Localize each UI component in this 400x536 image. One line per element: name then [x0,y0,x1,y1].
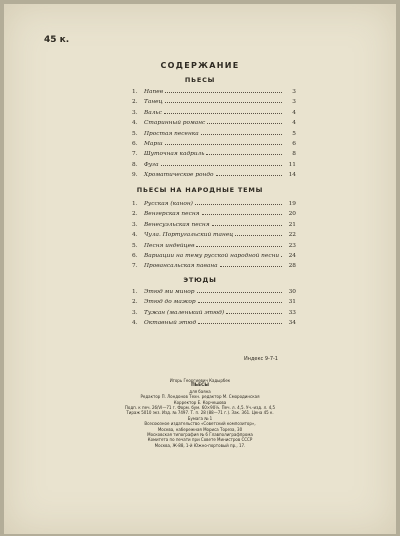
toc-entry-page: 11 [288,161,296,168]
colophon-line: Комитета по печати при Совете Министров СССР [147,437,253,443]
toc-entry-page: 6 [292,140,296,147]
toc-entry-title: Чула. Португальский танец [144,232,234,239]
section-title-folk-themes: ПЬЕСЫ НА НАРОДНЫЕ ТЕМЫ [136,186,264,194]
toc-entry-page: 22 [288,232,296,239]
toc-entry [132,262,296,272]
toc-leader-dots [206,150,282,155]
colophon-line: Корректор Е. Корчешова [173,399,227,405]
toc-entry-title: Фуга [144,161,159,168]
toc-entry-title: Венгерская песня [144,211,200,218]
toc-entry-title: Этюд ми минор [144,289,195,295]
toc-entry [132,109,296,119]
toc-entry [132,140,296,150]
toc-entry [132,231,296,241]
toc-entry-page: 20 [288,211,296,218]
toc-entry-number: 3. [132,221,138,228]
toc-entry-page: 5 [292,130,296,137]
toc-entry-number: 2. [132,299,138,306]
colophon-line: Тираж 5010 экз. Изд. № 7497. Т. п. 28 (88—71 г.). Зак. 361. Цена 45 к. [126,410,274,416]
toc-entry-title: Октавный этюд [144,320,197,327]
toc-entry [132,98,296,108]
toc-entry-number: 3. [132,109,138,116]
toc-entry-number: 9. [132,172,138,179]
toc-leader-dots [198,298,282,303]
toc-entry [132,309,296,319]
toc-entry-title: Танец [144,99,163,106]
toc-entry-title: Песня индейцев [144,242,195,249]
contents-title: СОДЕРЖАНИЕ [160,61,240,70]
colophon-line: Москва, Ж-88, 1-й Южно-портовый пр., 17. [154,442,246,448]
toc-entry-title: Марш [144,140,163,147]
colophon-line: Москва, набережная Мориса Тореза, 30 [157,426,243,432]
toc-entry [132,130,296,140]
toc-leader-dots [202,210,283,215]
colophon-line: Бумага № 1 [187,415,213,421]
toc-entry-page: 34 [288,320,296,327]
toc-leader-dots [197,288,283,293]
colophon-line: Подп. к печ. 26/VI—71 г. Форм. бум. 60×90⅛. Печ. л. 4,5. Уч.-изд. л. 4,5 [124,405,276,411]
toc-leader-dots [212,221,282,226]
toc-leader-dots [195,200,282,205]
toc-entry-number: 5. [132,130,138,137]
toc-entry [132,200,296,210]
toc-entry-title: Русская (канон) [144,201,193,207]
toc-entry-page: 30 [288,289,296,295]
toc-entry-page: 4 [292,120,296,127]
toc-entry-number: 2. [132,99,138,106]
colophon [4,378,396,448]
toc-entry [132,88,296,98]
toc-leader-dots [226,309,282,314]
toc-leader-dots [165,140,282,145]
toc-entry-page: 3 [292,89,296,95]
index-code: Индекс 9-7-1 [243,356,278,362]
toc-entry-title: Вариации на тему русской народной песни [144,252,280,259]
toc-leader-dots [165,88,282,93]
toc-entry-number: 4. [132,320,138,327]
toc-entry-number: 6. [132,140,138,147]
toc-entry-title: Вальс [144,109,162,116]
toc-entry-page: 23 [288,242,296,249]
toc-leader-dots [164,109,282,114]
toc-entry-page: 8 [292,151,296,158]
toc-entry [132,319,296,329]
toc-entry [132,298,296,308]
toc-entry-number: 5. [132,242,138,249]
toc-entry-title: Шуточная кадриль [144,151,205,158]
toc-entry-page: 33 [288,309,296,316]
toc-leader-dots [235,231,282,236]
price-label: 45 к. [44,35,70,45]
toc-entry-number: 7. [132,263,138,270]
toc-leader-dots [207,119,282,124]
toc-entry-number: 4. [132,120,138,127]
toc-leader-dots [216,171,282,176]
toc-entry-title: Напев [144,89,164,95]
toc-entry [132,221,296,231]
colophon-line: ПЬЕСЫ [191,383,209,389]
colophon-line: Московская типография № 6 Главполиграфпрома [147,432,253,438]
toc-entry-page: 19 [288,201,296,207]
colophon-line: Редактор П. Лондонов Техн. редактор М. Смородинская [140,394,260,400]
toc-entry-page: 14 [288,172,296,179]
section-title-pieces: ПЬЕСЫ [184,76,216,84]
toc-entry-number: 3. [132,309,138,316]
toc-entry [132,119,296,129]
toc-entry-page: 31 [288,299,296,306]
toc-entry-page: 21 [288,221,296,228]
toc-leader-dots [161,161,282,166]
toc-entry-number: 1. [132,201,138,207]
toc-entry-number: 2. [132,211,138,218]
toc-entry [132,150,296,160]
toc-entry [132,288,296,298]
toc-entry-number: 7. [132,151,138,158]
toc-entry [132,242,296,252]
toc-entry-title: Старинный романс [144,120,206,127]
section-title-etudes: ЭТЮДЫ [183,276,217,284]
toc-entry-title: Провансальская паванa [144,263,218,270]
toc-entry-page: 24 [288,252,296,259]
toc-leader-dots [198,319,282,324]
toc-entry-number: 6. [132,252,138,259]
toc-leader-dots [201,130,282,135]
colophon-line: для баяна [189,388,211,394]
colophon-line: Всесоюзное издательство «Советский композитор», [144,421,256,427]
toc-entry [132,171,296,181]
document-page [4,4,396,534]
toc-list-etudes [132,288,296,330]
toc-entry-number: 8. [132,161,138,168]
toc-entry-title: Этюд до мажор [144,299,196,306]
toc-leader-dots [281,252,282,257]
toc-leader-dots [165,98,282,103]
toc-entry-page: 3 [292,99,296,106]
toc-leader-dots [196,242,282,247]
toc-entry-page: 28 [288,263,296,270]
toc-list-folk-themes [132,200,296,273]
colophon-line: Игорь Георгиевич Кадырбек [169,378,231,383]
toc-entry-number: 1. [132,89,138,95]
toc-entry-title: Тужан (маленький этюд) [144,309,225,316]
toc-entry-number: 4. [132,232,138,239]
toc-entry [132,210,296,220]
toc-entry-title: Венесуэльская песня [144,221,210,228]
toc-list-pieces [132,88,296,182]
toc-leader-dots [220,262,282,267]
toc-entry-title: Хроматическое рондо [144,172,214,179]
toc-entry [132,161,296,171]
toc-entry-title: Простая песенка [144,130,199,137]
toc-entry [132,252,296,262]
toc-entry-page: 4 [292,109,296,116]
toc-entry-number: 1. [132,289,138,295]
